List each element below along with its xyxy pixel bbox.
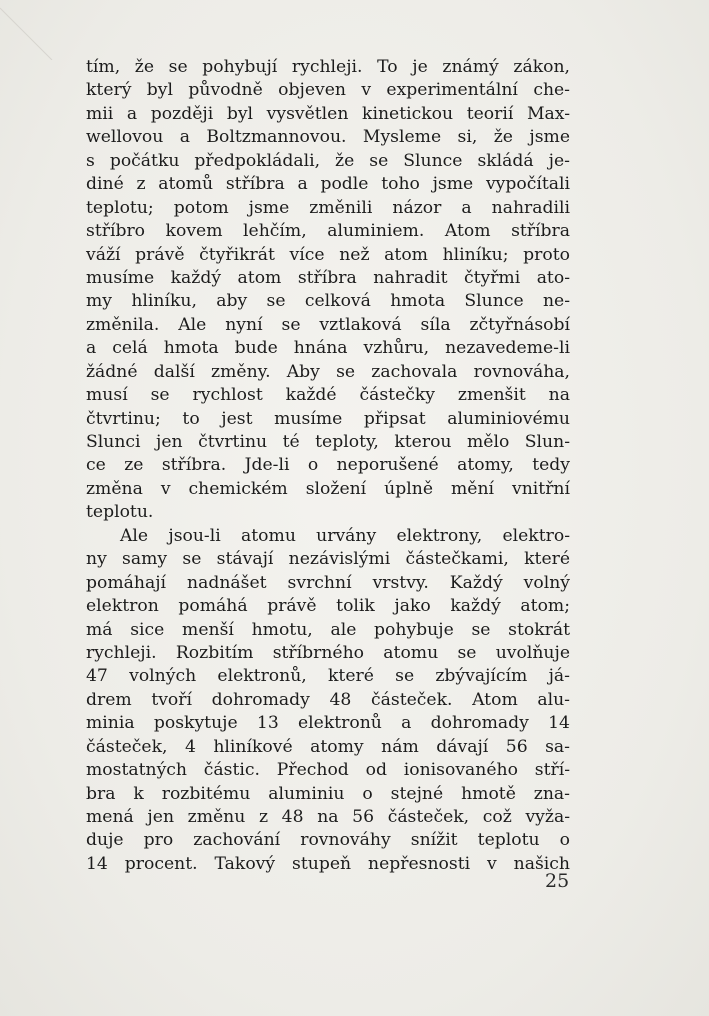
text-line: wellovou a Boltzmannovou. Mysleme si, že jsme <box>86 127 570 148</box>
text-line: diné z atomů stříbra a podle toho jsme vypočítali <box>86 174 570 195</box>
text-line: Ale jsou-li atomu urvány elektrony, elektro- <box>120 525 570 546</box>
text-line: váží právě čtyřikrát více než atom hliníku; proto <box>86 244 570 265</box>
text-line: bra k rozbitému aluminiu o stejné hmotě zna- <box>86 783 570 804</box>
text-line: musí se rychlost každé částečky zmenšit na <box>86 385 570 406</box>
text-line: drem tvoří dohromady 48 částeček. Atom alu- <box>86 689 570 710</box>
text-line: tím, že se pohybují rychleji. To je známý zákon, <box>86 57 570 77</box>
text-line: elektron pomáhá právě tolik jako každý atom; <box>86 596 570 617</box>
paragraph <box>86 525 570 877</box>
text-line: stříbro kovem lehčím, aluminiem. Atom stříbra <box>86 221 570 242</box>
text-line: ce ze stříbra. Jde-li o neporušené atomy, tedy <box>86 455 570 476</box>
text-line: my hliníku, aby se celková hmota Slunce ne- <box>86 291 570 312</box>
text-line: rychleji. Rozbitím stříbrného atomu se uvolňuje <box>86 642 570 663</box>
body-text <box>86 56 570 876</box>
text-line: mostatných částic. Přechod od ionisovaného stří- <box>86 760 570 781</box>
text-line: s počátku předpokládali, že se Slunce skládá je- <box>86 150 570 171</box>
text-line: mená jen změnu z 48 na 56 částeček, což vyža- <box>86 807 570 827</box>
text-line: čtvrtinu; to jest musíme připsat aluminiovému <box>86 408 570 429</box>
text-line: musíme každý atom stříbra nahradit čtyřmi ato- <box>86 267 570 288</box>
text-line: který byl původně objeven v experimentální che- <box>86 80 570 101</box>
text-line: mii a později byl vysvětlen kinetickou teorií Max- <box>86 103 570 124</box>
text-line: Slunci jen čtvrtinu té teploty, kterou mělo Slun- <box>86 432 570 452</box>
text-line: částeček, 4 hliníkové atomy nám dávají 56 sa- <box>86 736 570 757</box>
text-line: změna v chemickém složení úplně mění vnitřní <box>86 478 570 499</box>
page-corner-crease <box>0 0 60 60</box>
text-line: pomáhají nadnášet svrchní vrstvy. Každý volný <box>86 572 570 593</box>
text-line: změnila. Ale nyní se vztlaková síla zčtyřnásobí <box>86 314 570 335</box>
text-line: teplotu; potom jsme změnili názor a nahradili <box>86 197 570 218</box>
text-line: žádné další změny. Aby se zachovala rovnováha, <box>86 361 570 382</box>
text-line: ny samy se stávají nezávislými částečkami, které <box>86 549 570 570</box>
text-line: duje pro zachování rovnováhy snížit teplotu o <box>86 830 570 851</box>
text-line: 14 procent. Takový stupeň nepřesnosti v našich <box>86 853 570 874</box>
text-line: a celá hmota bude hnána vzhůru, nezavedeme-li <box>86 338 570 359</box>
text-line: teplotu. <box>86 502 154 523</box>
page-number: 25 <box>545 870 570 892</box>
text-line: má sice menší hmotu, ale pohybuje se stokrát <box>86 619 570 640</box>
paragraph <box>86 56 570 525</box>
text-line: 47 volných elektronů, které se zbývajícím já- <box>86 666 570 687</box>
text-line: minia poskytuje 13 elektronů a dohromady 14 <box>86 713 570 734</box>
